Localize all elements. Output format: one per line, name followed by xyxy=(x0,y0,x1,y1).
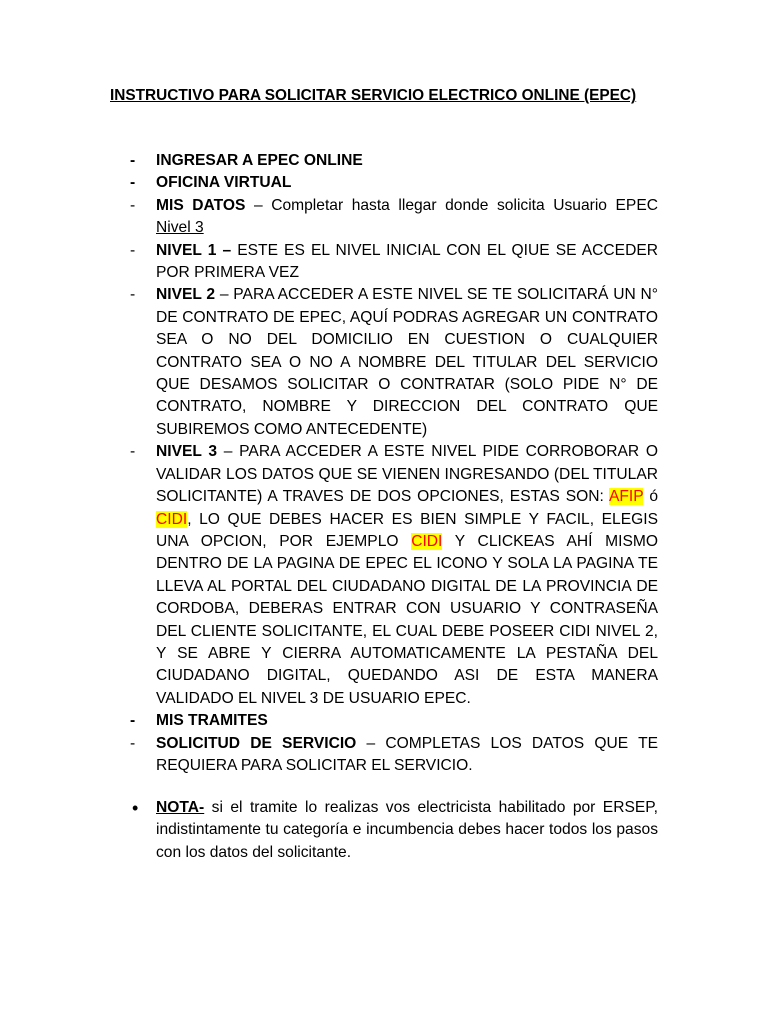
dash-marker: - xyxy=(130,443,136,461)
list-item-nivel-2 xyxy=(130,284,658,441)
item-text: ó xyxy=(643,488,658,506)
item-underlined-text: Nivel 3 xyxy=(156,219,204,237)
dash-marker: - xyxy=(130,174,136,192)
item-text: – COMPLETAS LOS DATOS QUE TE REQUIERA PARA SOLICITAR EL SERVICIO. xyxy=(156,734,658,774)
item-text: – Completar hasta llegar donde solicita Usuario EPEC xyxy=(245,196,658,214)
list-item-nivel-3 xyxy=(130,441,658,710)
list-item-nivel-1 xyxy=(130,240,658,285)
dash-marker: - xyxy=(130,196,136,214)
dash-marker: - xyxy=(130,734,136,752)
list-item-oficina-virtual xyxy=(130,172,658,194)
item-text: ESTE ES EL NIVEL INICIAL CON EL QIUE SE ACCEDER POR PRIMERA VEZ xyxy=(156,241,658,282)
list-item-ingresar xyxy=(130,150,658,172)
item-label: MIS TRAMITES xyxy=(156,712,268,730)
highlight-cidi: CIDI xyxy=(156,510,188,528)
note-item xyxy=(130,797,658,864)
dash-marker: - xyxy=(130,152,136,169)
highlight-afip: AFIP xyxy=(608,488,644,506)
document-title: INSTRUCTIVO PARA SOLICITAR SERVICIO ELECTRICO ONLINE (EPEC) xyxy=(110,87,637,104)
item-text: – PARA ACCEDER A ESTE NIVEL SE TE SOLICITARÁ UN N° DE CONTRATO DE EPEC, AQUÍ PODRAS AGREGAR UN CONTRATO SEA O NO DEL DOMICILIO EN CUESTION O CUALQUIER CONTRATO SEA O NO A NOMBRE DEL TITULAR DEL SERVICIO QUE DESAMOS SOLICITAR O CONTRATAR (SOLO PIDE N° DE CONTRATO, NOMBRE Y DIRECCION DEL CONTRATO QUE SUBIREMOS COMO ANTECEDENTE) xyxy=(156,286,658,438)
item-label: INGRESAR A EPEC ONLINE xyxy=(156,152,363,169)
highlight-cidi: CIDI xyxy=(411,532,443,550)
item-label: NIVEL 1 – xyxy=(156,241,232,259)
bullet-marker: • xyxy=(132,798,139,818)
item-label: SOLICITUD DE SERVICIO xyxy=(156,734,357,752)
item-label: MIS DATOS xyxy=(156,196,246,214)
note-label: NOTA- xyxy=(156,799,205,816)
item-label: OFICINA VIRTUAL xyxy=(156,174,292,192)
list-item-mis-tramites xyxy=(130,710,658,732)
dash-marker: - xyxy=(130,286,136,304)
item-label: NIVEL 3 xyxy=(156,443,218,461)
item-label: NIVEL 2 xyxy=(156,286,216,304)
instruction-list xyxy=(130,150,658,777)
item-text: – PARA ACCEDER A ESTE NIVEL PIDE CORROBORAR O VALIDAR LOS DATOS QUE SE VIENEN INGRESANDO (DEL TITULAR SOLICITANTE) A TRAVES DE DOS OPCIONES, ESTAS SON: xyxy=(156,443,658,506)
item-text: , LO QUE DEBES HACER ES BIEN SIMPLE Y FACIL, ELEGIS UNA OPCION, POR EJEMPLO xyxy=(156,510,658,550)
list-item-mis-datos xyxy=(130,195,658,240)
dash-marker: - xyxy=(130,241,136,259)
item-text: Y CLICKEAS AHÍ MISMO DENTRO DE LA PAGINA DE EPEC EL ICONO Y SOLA LA PAGINA TE LLEVA AL PORTAL DEL CIUDADANO DIGITAL DE LA PROVINCIA DE CORDOBA, DEBERAS ENTRAR CON USUARIO Y CONTRASEÑA DEL CLIENTE SOLICITANTE, EL CUAL DEBE POSEER CIDI NIVEL 2, Y SE ABRE Y CIERRA AUTOMATICAMENTE LA PESTAÑA DEL CIUDADANO DIGITAL, QUEDANDO ASI DE ESTA MANERA VALIDADO EL NIVEL 3 DE USUARIO EPEC. xyxy=(156,532,659,707)
list-item-solicitud-servicio xyxy=(130,733,658,778)
note-text: si el tramite lo realizas vos electricista habilitado por ERSEP, indistintamente tu categoría e incumbencia debes hacer todos los pasos con los datos del solicitante. xyxy=(156,799,658,861)
dash-marker: - xyxy=(130,712,136,730)
